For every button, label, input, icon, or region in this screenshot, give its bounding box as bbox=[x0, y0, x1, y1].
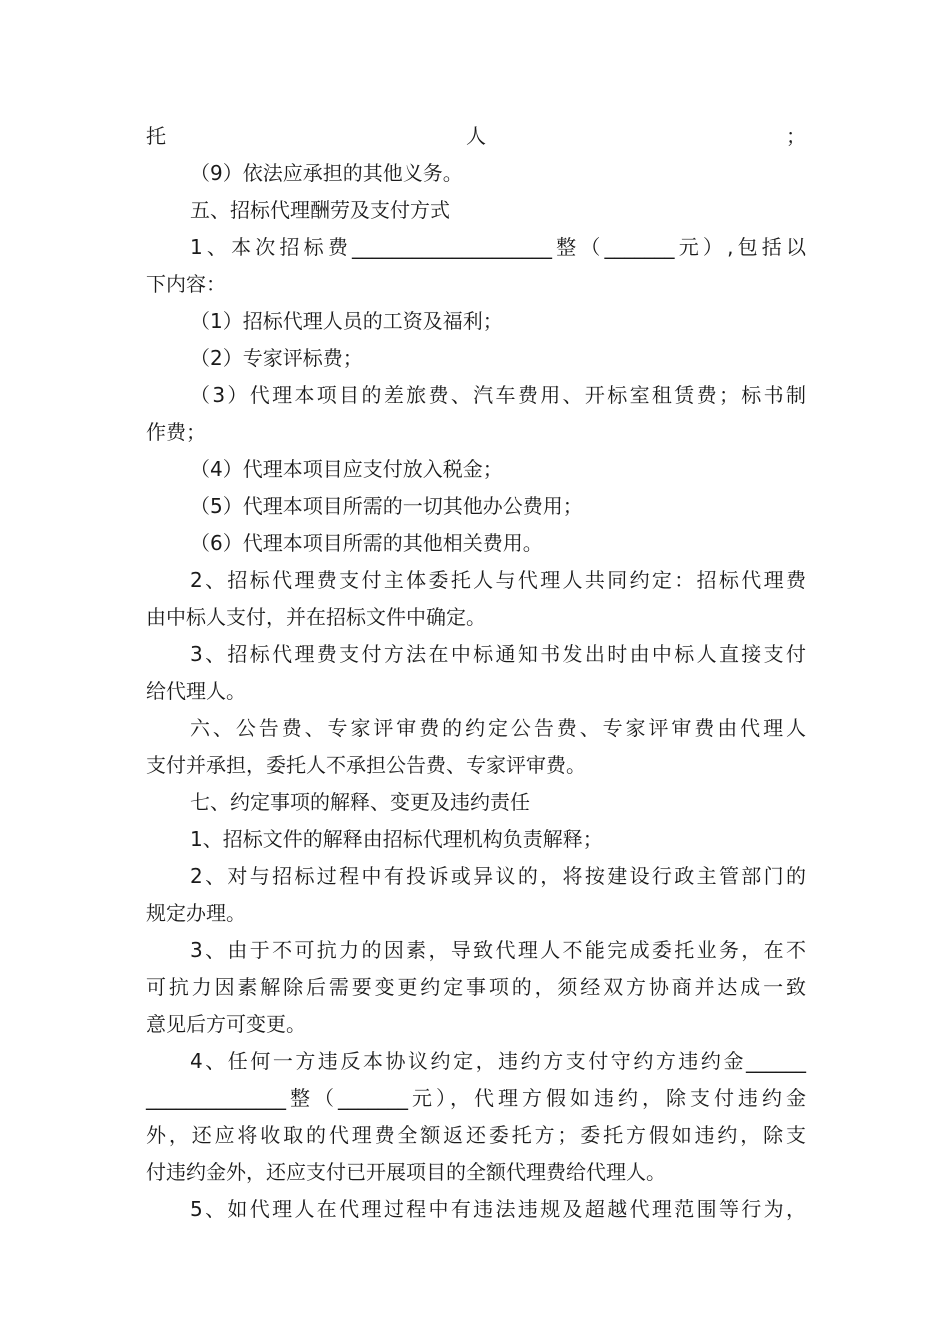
text-line: 1、招标文件的解释由招标代理机构负责解释； bbox=[190, 827, 603, 851]
section-heading: 六、公告费、专家评审费的约定公告费、专家评审费由代理人 bbox=[190, 716, 806, 740]
text-line: 3、招标代理费支付方法在中标通知书发出时由中标人直接支付 bbox=[190, 642, 806, 666]
section-heading: 七、约定事项的解释、变更及违约责任 bbox=[190, 790, 530, 814]
text-line: 2、对与招标过程中有投诉或异议的，将按建设行政主管部门的 bbox=[190, 864, 806, 888]
text-line: 作费； bbox=[146, 420, 206, 444]
text-line: （1）招标代理人员的工资及福利； bbox=[190, 309, 503, 333]
text-line: 3、由于不可抗力的因素，导致代理人不能完成委托业务，在不 bbox=[190, 938, 806, 962]
text-line: （3）代理本项目的差旅费、汽车费用、开标室租赁费；标书制 bbox=[190, 383, 806, 407]
text-line: （9）依法应承担的其他义务。 bbox=[190, 161, 463, 185]
text-line: （5）代理本项目所需的一切其他办公费用； bbox=[190, 494, 583, 518]
text-line: 规定办理。 bbox=[146, 901, 246, 925]
text-line: 外，还应将收取的代理费全额返还委托方；委托方假如违约，除支 bbox=[146, 1123, 806, 1147]
text-line: （4）代理本项目应支付放入税金； bbox=[190, 457, 503, 481]
text-line: 4、任何一方违反本协议约定，违约方支付守约方违约金______ bbox=[190, 1049, 806, 1073]
text-line: 托人； bbox=[146, 124, 806, 148]
text-line: （6）代理本项目所需的其他相关费用。 bbox=[190, 531, 543, 555]
text-line: 支付并承担，委托人不承担公告费、专家评审费。 bbox=[146, 753, 586, 777]
text-line: 1、本次招标费____________________整（_______元）,包括以 bbox=[190, 235, 806, 259]
section-heading: 五、招标代理酬劳及支付方式 bbox=[190, 198, 450, 222]
text-line: 给代理人。 bbox=[146, 679, 246, 703]
text-line: 可抗力因素解除后需要变更约定事项的，须经双方协商并达成一致 bbox=[146, 975, 806, 999]
text-line: 5、如代理人在代理过程中有违法违规及超越代理范围等行为， bbox=[190, 1197, 806, 1221]
text-line: 下内容： bbox=[146, 272, 226, 296]
text-line: 由中标人支付，并在招标文件中确定。 bbox=[146, 605, 486, 629]
document-page bbox=[146, 118, 806, 1228]
text-line: 付违约金外，还应支付已开展项目的全额代理费给代理人。 bbox=[146, 1160, 666, 1184]
text-line: 2、招标代理费支付主体委托人与代理人共同约定：招标代理费 bbox=[190, 568, 806, 592]
text-line: 意见后方可变更。 bbox=[146, 1012, 306, 1036]
text-line: （2）专家评标费； bbox=[190, 346, 363, 370]
text-line: ______________整（_______元），代理方假如违约，除支付违约金 bbox=[146, 1086, 806, 1110]
